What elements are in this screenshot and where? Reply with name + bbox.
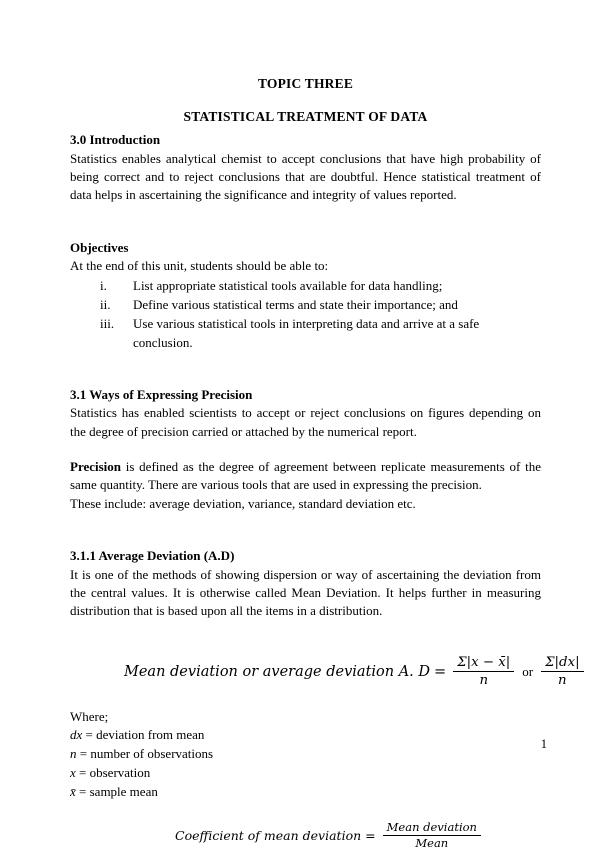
definition-x-bar: = sample mean — [79, 783, 158, 799]
symbol-n: n — [70, 746, 77, 762]
fraction-coefficient — [383, 821, 481, 850]
paragraph-average-deviation: It is one of the methods of showing dispersion or way of ascertaining the deviation from the central values. It is otherwise called Mean Deviation. It helps further in measuring distribution that is based upon all the items in a distribution. — [70, 566, 541, 619]
list-item-numeral: i. — [100, 277, 107, 293]
formula-coefficient-of-mean-deviation — [70, 821, 541, 850]
fraction-denominator: Mean — [383, 835, 481, 850]
fraction-denominator: n — [541, 671, 583, 688]
where-label: Where; — [70, 708, 109, 724]
document-title: TOPIC THREE — [257, 76, 354, 91]
paragraph-precision-tools: These include: average deviation, variance, standard deviation etc. — [70, 495, 416, 511]
spacer — [70, 205, 541, 239]
formula-connector: or — [522, 663, 534, 679]
document-subtitle: STATISTICAL TREATMENT OF DATA — [183, 109, 428, 125]
precision-definition-text: is defined as the degree of agreement between replicate measurements of the same quantity. There are various tools that are used in expressing the precision. — [70, 459, 541, 493]
formula-equals-sign: = — [365, 828, 376, 843]
heading-introduction: 3.0 Introduction — [70, 132, 161, 148]
formula-lead-text: Mean deviation or average deviation A. D — [124, 663, 431, 680]
spacer — [70, 689, 541, 708]
definition-x: = observation — [79, 765, 151, 781]
list-item-numeral: iii. — [100, 315, 115, 331]
formula-equals-sign: = — [434, 663, 447, 680]
fraction-sum-abs-dx — [541, 655, 583, 689]
symbol-dx: dx — [70, 727, 83, 743]
spacer — [70, 802, 541, 821]
symbol-x-bar: x̄ — [70, 783, 76, 799]
fraction-sum-abs-deviation — [453, 655, 514, 689]
paragraph-introduction: Statistics enables analytical chemist to accept conclusions that have high probability of being correct and to reject conclusions that are doubtful. Hence statistical treatment of data helps in ascertaining the significance and integrity of values reported. — [70, 150, 541, 203]
heading-ways-of-expressing-precision: 3.1 Ways of Expressing Precision — [70, 386, 253, 402]
paragraph-precision-definition — [70, 458, 541, 495]
fraction-numerator: Σ|x − x̄| — [457, 654, 511, 670]
objectives-lead-in: At the end of this unit, students should be able to: — [70, 258, 329, 274]
list-item — [70, 314, 541, 352]
symbol-x: x — [70, 765, 76, 781]
definition-n: = number of observations — [79, 746, 214, 762]
list-item — [70, 276, 541, 295]
where-item-xbar — [70, 783, 541, 802]
precision-term: Precision — [70, 459, 122, 474]
list-item-label: Use various statistical tools in interpreting data and arrive at a safe conclusion. — [133, 315, 480, 350]
spacer — [70, 352, 541, 386]
formula-lead-text: Coefficient of mean deviation — [175, 828, 362, 843]
spacer — [70, 513, 541, 547]
list-item-label: List appropriate statistical tools available for data handling; — [133, 277, 443, 293]
list-item — [70, 295, 541, 314]
where-item-n — [70, 745, 541, 764]
fraction-numerator: Σ|dx| — [545, 654, 580, 670]
page-number: 1 — [540, 737, 547, 751]
list-item-numeral: ii. — [100, 296, 111, 312]
spacer — [70, 441, 541, 458]
spacer — [70, 621, 541, 655]
where-item-x — [70, 764, 541, 783]
heading-objectives: Objectives — [70, 239, 129, 255]
heading-average-deviation: 3.1.1 Average Deviation (A.D) — [70, 548, 235, 564]
fraction-denominator: n — [453, 671, 514, 688]
list-item-label: Define various statistical terms and state their importance; and — [133, 296, 458, 312]
fraction-numerator: Mean deviation — [386, 819, 477, 834]
paragraph-precision-intro: Statistics has enabled scientists to accept or reject conclusions on figures depending on the degree of precision carried or attached by the numerical report. — [70, 405, 541, 439]
where-item-dx — [70, 726, 541, 745]
objectives-list — [70, 276, 541, 352]
definition-dx: = deviation from mean — [85, 727, 205, 743]
